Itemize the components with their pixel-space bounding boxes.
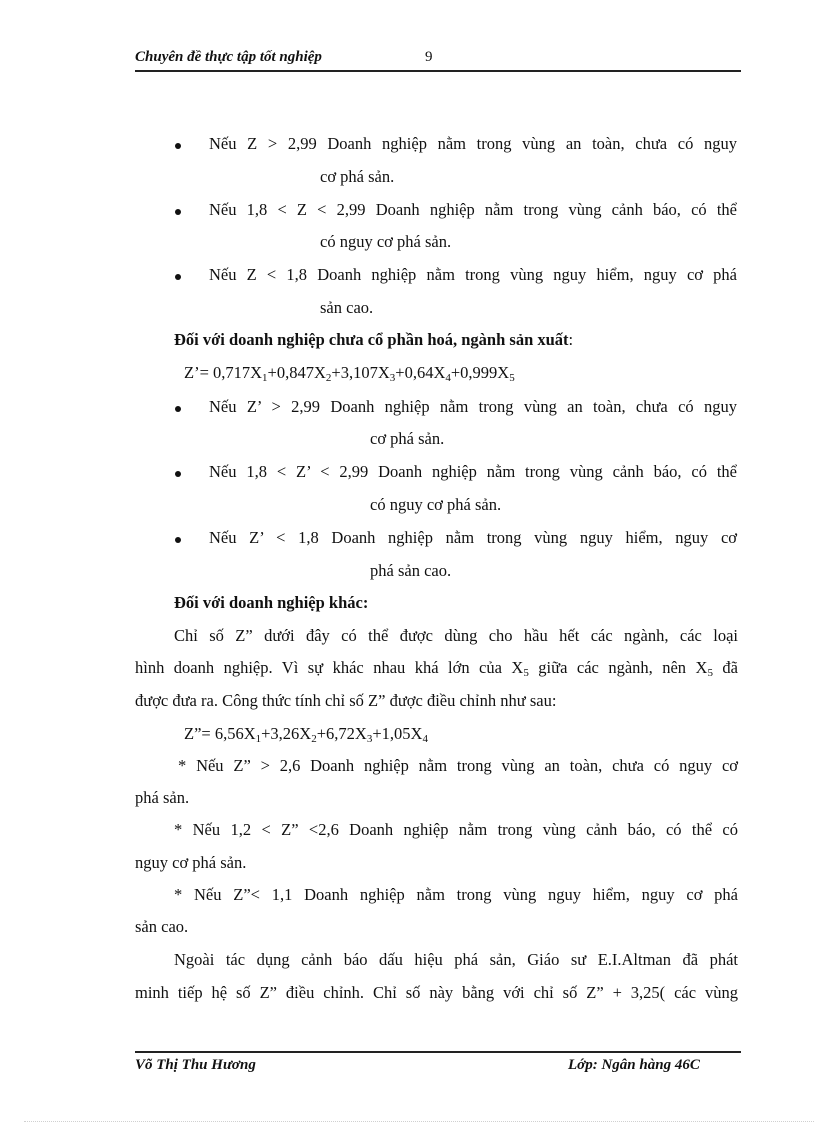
section-heading: Đối với doanh nghiệp khác:	[174, 593, 369, 612]
page-number: 9	[425, 49, 433, 65]
bullet-line: sản cao.	[320, 298, 374, 317]
paragraph-line: minh tiếp hệ số Z” điều chỉnh. Chỉ số này bằng với chỉ số Z” + 3,25( các vùng	[135, 983, 738, 1002]
bullet-dot	[175, 406, 181, 412]
bullet-line: Nếu 1,8 < Z’ < 2,99 Doanh nghiệp nằm trong vùng cảnh báo, có thể	[209, 462, 737, 481]
paragraph-line: hình doanh nghiệp. Vì sự khác nhau khá lớn của $X_5$ giữa các ngành, nên $X_5$ đã	[135, 658, 738, 679]
footer-rule	[135, 1051, 741, 1053]
page-edge-divider	[24, 1121, 814, 1122]
bullet-dot	[175, 274, 181, 280]
footer-class: Lớp: Ngân hàng 46C	[568, 1057, 700, 1073]
bullet-line: Nếu Z < 1,8 Doanh nghiệp nằm trong vùng nguy hiểm, nguy cơ phá	[209, 265, 737, 284]
section-heading: Đối với doanh nghiệp chưa cổ phần hoá, ngành sản xuất:	[174, 330, 574, 349]
item-line: nguy cơ phá sản.	[135, 853, 247, 872]
bullet-dot	[175, 209, 181, 215]
bullet-line: Nếu 1,8 < Z < 2,99 Doanh nghiệp nằm trong vùng cảnh báo, có thể	[209, 200, 737, 219]
bullet-line: có nguy cơ phá sản.	[320, 232, 452, 251]
item-line: phá sản.	[135, 788, 190, 807]
bullet-dot	[175, 143, 181, 149]
item-line: * Nếu 1,2 < Z” <2,6 Doanh nghiệp nằm trong vùng cảnh báo, có thể có	[174, 820, 738, 839]
item-line: * Nếu Z”< 1,1 Doanh nghiệp nằm trong vùng nguy hiểm, nguy cơ phá	[174, 885, 738, 904]
paragraph-line: được đưa ra. Công thức tính chỉ số Z” được điều chỉnh như sau:	[135, 691, 557, 710]
item-line: sản cao.	[135, 917, 189, 936]
paragraph-line: Chỉ số Z” dưới đây có thể được dùng cho hầu hết các ngành, các loại	[174, 626, 738, 645]
bullet-line: Nếu Z > 2,99 Doanh nghiệp nằm trong vùng an toàn, chưa có nguy	[209, 134, 737, 153]
bullet-line: cơ phá sản.	[320, 167, 395, 186]
bullet-line: Nếu Z’ < 1,8 Doanh nghiệp nằm trong vùng nguy hiểm, nguy cơ	[209, 528, 737, 547]
bullet-line: có nguy cơ phá sản.	[370, 495, 502, 514]
paragraph-line: Ngoài tác dụng cảnh báo dấu hiệu phá sản, Giáo sư E.I.Altman đã phát	[174, 950, 738, 969]
header-title: Chuyên đề thực tập tốt nghiệp	[135, 49, 322, 65]
bullet-line: cơ phá sản.	[370, 429, 445, 448]
bullet-dot	[175, 471, 181, 477]
bullet-line: phá sản cao.	[370, 561, 452, 580]
formula-z-prime: Z’= $0,717X_1+0,847X_2+3,107X_3+0,64X_4+0,999X_5$	[184, 363, 515, 384]
item-line: * Nếu Z” > 2,6 Doanh nghiệp nằm trong vùng an toàn, chưa có nguy cơ	[178, 756, 738, 775]
formula-z-double-prime: Z”= $6,56X_1+3,26X_2+6,72X_3+1,05X_4$	[184, 724, 428, 745]
footer-author: Võ Thị Thu Hương	[135, 1057, 256, 1073]
header-rule	[135, 70, 741, 72]
bullet-dot	[175, 537, 181, 543]
bullet-line: Nếu Z’ > 2,99 Doanh nghiệp nằm trong vùng an toàn, chưa có nguy	[209, 397, 737, 416]
